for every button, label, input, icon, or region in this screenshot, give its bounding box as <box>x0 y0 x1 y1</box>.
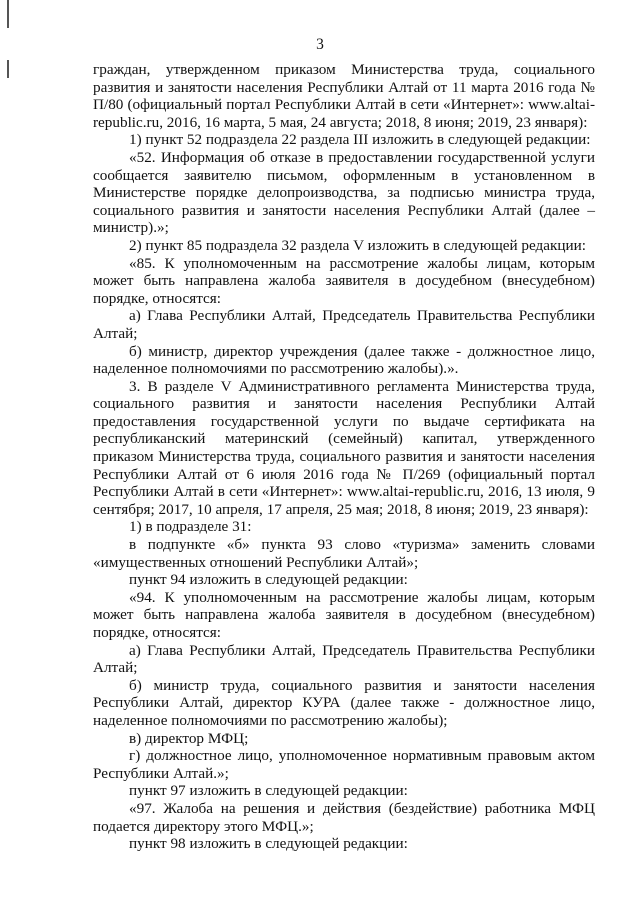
paragraph-5: «85. К уполномоченным на рассмотрение жалобы лицам, которым может быть направлена жалоба заявителя в досудебном (внесудебном) порядке, относятся: <box>93 254 595 307</box>
paragraph-14: б) министр труда, социального развития и занятости населения Республики Алтай, директор КУРА (далее также - должностное лицо, наделенное полномочиями по рассмотрению жалобы); <box>93 676 595 729</box>
paragraph-13: а) Глава Республики Алтай, Председатель Правительства Республики Алтай; <box>93 641 595 677</box>
paragraph-9: 1) в подразделе 31: <box>129 518 252 536</box>
paragraph-16: г) должностное лицо, уполномоченное нормативным правовым актом Республики Алтай.»; <box>93 747 595 782</box>
paragraph-7: б) министр, директор учреждения (далее также - должностное лицо, наделенное полномочиями по рассмотрению жалобы).». <box>93 342 595 378</box>
paragraph-11: пункт 94 изложить в следующей редакции: <box>129 571 408 589</box>
paragraph-2: 1) пункт 52 подраздела 22 раздела III изложить в следующей редакции: <box>129 131 591 149</box>
paragraph-6: а) Глава Республики Алтай, Председатель Правительства Республики Алтай; <box>93 307 595 342</box>
paragraph-1: граждан, утвержденном приказом Министерства труда, социального развития и занятости населения Республики Алтай от 11 марта 2016 года № П/80 (официальный портал Республики Алтай в сети «Интернет»: www.altai-republic.ru, 2016, 16 марта, 5 мая, 24 августа; 2018, 8 июня; 2019, 23 января): <box>93 61 595 131</box>
paragraph-15: в) директор МФЦ; <box>129 729 249 747</box>
paragraph-17: пункт 97 изложить в следующей редакции: <box>129 782 408 800</box>
paragraph-18: «97. Жалоба на решения и действия (бездействие) работника МФЦ подается директору этого МФЦ.»; <box>93 799 595 835</box>
scan-edge-mark-top <box>7 0 9 28</box>
paragraph-8: 3. В разделе V Административного регламента Министерства труда, социального развития и занятости населения Республики Алтай предоставления государственной услуги по выдаче сертификата на республиканский материнский (семейный) капитал, утвержденного приказом Министерства труда, социального развития и занятости населения Республики Алтай от 6 июля 2016 года № П/269 (официальный портал Республики Алтай в сети «Интернет»: www.altai-republic.ru, 2016, 13 июля, 9 сентября; 2017, 10 апреля, 17 апреля, 25 мая; 2018, 8 июня; 2019, 23 января): <box>93 377 595 518</box>
page-number: 3 <box>316 36 324 53</box>
paragraph-10: в подпункте «б» пункта 93 слово «туризма» заменить словами «имущественных отношений Республики Алтай»; <box>93 536 595 571</box>
document-body <box>93 61 595 853</box>
scan-edge-mark-lower <box>7 60 9 78</box>
paragraph-19: пункт 98 изложить в следующей редакции: <box>129 835 408 853</box>
paragraph-4: 2) пункт 85 подраздела 32 раздела V изложить в следующей редакции: <box>129 236 587 254</box>
paragraph-12: «94. К уполномоченным на рассмотрение жалобы лицам, которым может быть направлена жалоба заявителя в досудебном (внесудебном) порядке, относятся: <box>93 588 595 641</box>
paragraph-3: «52. Информация об отказе в предоставлении государственной услуги сообщается заявителю письмом, оформленным в установленном в Министерстве порядке делопроизводства, за подписью министра труда, социального развития и занятости населения Республики Алтай (далее – министр).»; <box>93 148 595 237</box>
